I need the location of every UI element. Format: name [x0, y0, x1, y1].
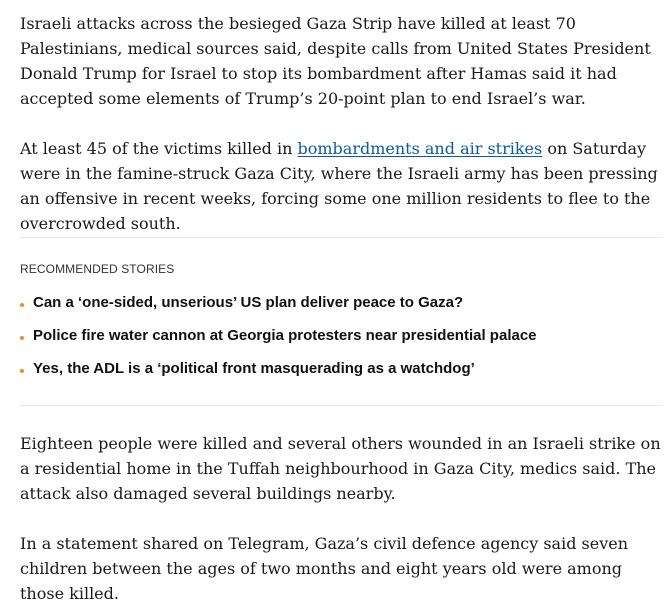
article-paragraph: Israeli attacks across the besieged Gaza Strip have killed at least 70 Palestinians, medical sources said, despite calls from United States President Donald Trump for Israel to stop its bombardment after Hamas said it had accepted some elements of Trump’s 20-point plan to end Israel’s war. [20, 14, 651, 108]
recommended-story-item[interactable] [20, 293, 662, 326]
divider [20, 237, 662, 238]
recommended-story-link[interactable]: Yes, the ADL is a ‘political front masquerading as a watchdog’ [33, 360, 475, 377]
bullet-dot-icon [20, 336, 24, 340]
recommended-story-item[interactable] [20, 359, 662, 392]
recommended-story-item[interactable] [20, 326, 662, 359]
bullet-dot-icon [20, 303, 24, 307]
bombardments-link[interactable]: bombardments and air strikes [297, 139, 543, 158]
divider [20, 405, 662, 406]
recommended-heading: RECOMMENDED STORIES [20, 262, 175, 276]
recommended-story-link[interactable]: Can a ‘one-sided, unserious’ US plan deliver peace to Gaza? [33, 294, 464, 311]
recommended-list [20, 293, 662, 392]
paragraph-text: At least 45 of the victims killed in [20, 139, 298, 158]
bullet-dot-icon [20, 369, 24, 373]
paragraph-text: on Saturday were in the famine-struck Gaza City, where the Israeli army has been pressing an offensive in recent weeks, forcing some one million residents to flee to the overcrowded south. [20, 139, 658, 233]
recommended-story-link[interactable]: Police fire water cannon at Georgia protesters near presidential palace [33, 327, 537, 344]
article-paragraph: Eighteen people were killed and several others wounded in an Israeli strike on a residential home in the Tuffah neighbourhood in Gaza City, medics said. The attack also damaged several buildings nearby. [20, 434, 661, 503]
article-paragraph: In a statement shared on Telegram, Gaza’s civil defence agency said seven children between the ages of two months and eight years old were among those killed. [20, 534, 629, 603]
article-paragraph [20, 136, 662, 236]
